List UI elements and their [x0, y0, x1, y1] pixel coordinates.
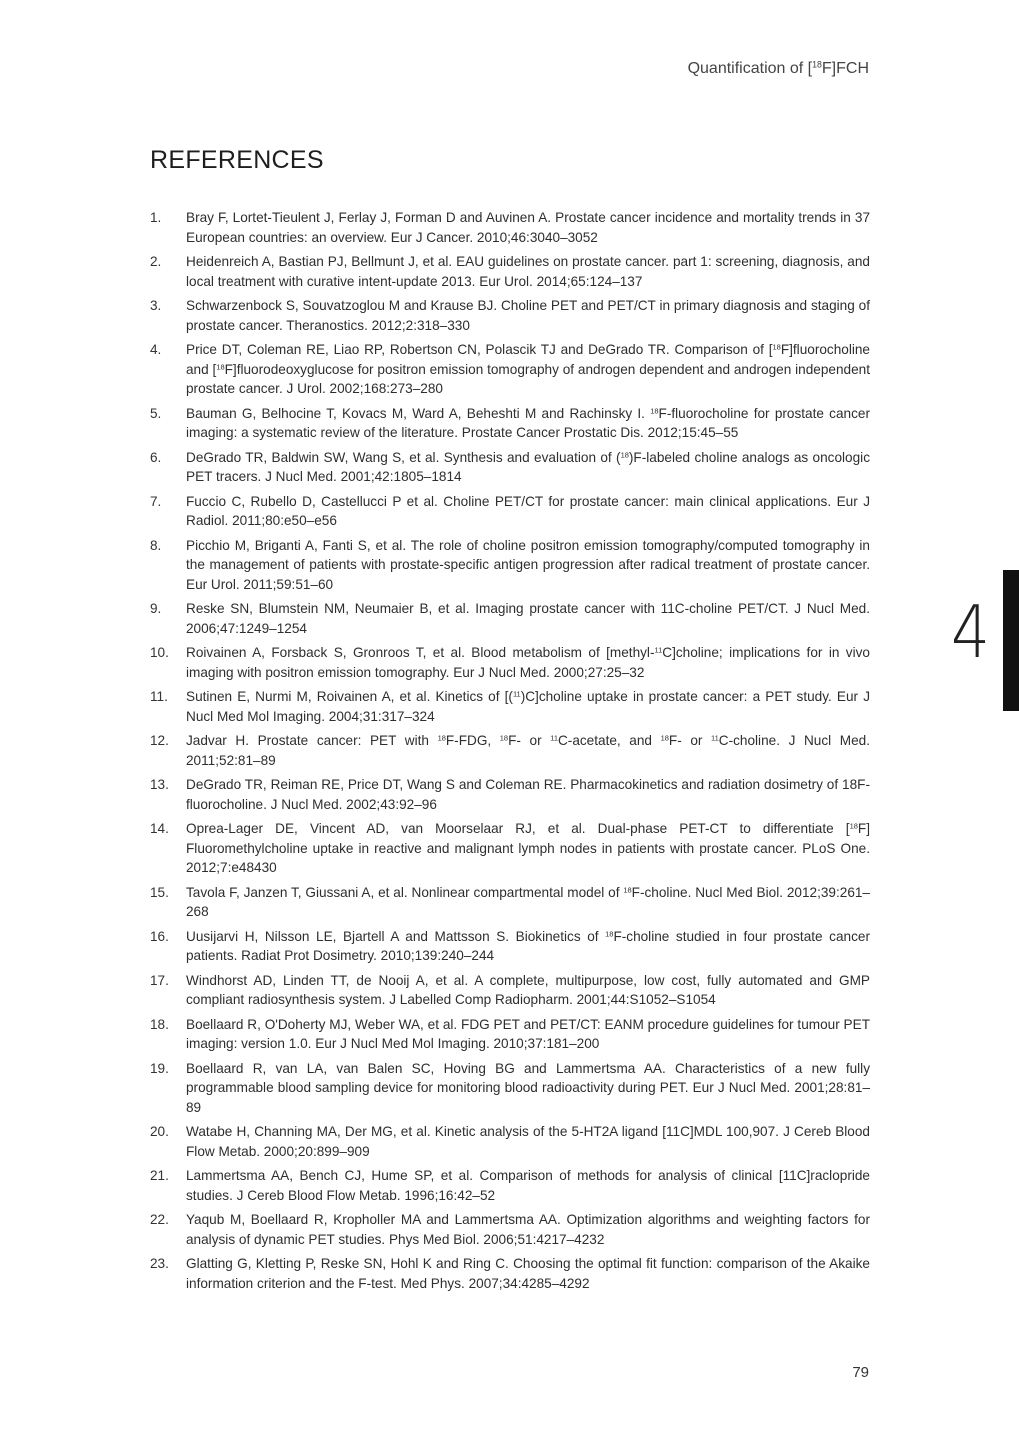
reference-text-segment: )C]choline uptake in prostate cancer: a PET study. Eur J Nucl Med Mol Imaging. 2004;31:317–324	[186, 689, 870, 724]
reference-text-segment: F]fluorocholine and [	[186, 342, 870, 377]
reference-item	[150, 687, 870, 726]
reference-item	[150, 1166, 870, 1205]
reference-number: 1.	[150, 210, 162, 225]
reference-item	[150, 536, 870, 595]
reference-number: 12.	[150, 733, 169, 748]
reference-text-segment: Price DT, Coleman RE, Liao RP, Robertson CN, Polascik TJ and DeGrado TR. Comparison of [	[186, 342, 773, 357]
reference-text-segment: DeGrado TR, Reiman RE, Price DT, Wang S and Coleman RE. Pharmacokinetics and radiation dosimetry of 18F-fluorocholine. J Nucl Med. 2002;43:92–96	[186, 777, 870, 812]
reference-text-segment: Jadvar H. Prostate cancer: PET with	[186, 733, 438, 748]
reference-superscript: 18	[650, 406, 659, 416]
reference-text-segment: Schwarzenbock S, Souvatzoglou M and Krause BJ. Choline PET and PET/CT in primary diagnosis and staging of prostate cancer. Theranostics. 2012;2:318–330	[186, 298, 870, 333]
reference-item	[150, 1210, 870, 1249]
reference-item	[150, 819, 870, 878]
reference-text	[186, 927, 870, 966]
reference-item	[150, 971, 870, 1010]
reference-text	[186, 599, 870, 638]
reference-number: 11.	[150, 689, 168, 704]
reference-superscript: 18	[605, 929, 614, 939]
running-header	[688, 60, 869, 78]
reference-number: 21.	[150, 1168, 169, 1183]
reference-text-segment: Uusijarvi H, Nilsson LE, Bjartell A and Mattsson S. Biokinetics of	[186, 928, 606, 944]
reference-number: 23.	[150, 1256, 169, 1271]
reference-text-segment: C]choline; implications for in vivo imaging with positron emission tomography. Eur J Nucl Med. 2000;27:25–32	[186, 645, 870, 680]
reference-item	[150, 404, 870, 443]
reference-number: 8.	[150, 537, 162, 553]
reference-text	[186, 1015, 870, 1054]
reference-text-segment: Roivainen A, Forsback S, Gronroos T, et al. Blood metabolism of [methyl-	[186, 645, 655, 660]
reference-text-segment: Oprea-Lager DE, Vincent AD, van Moorselaar RJ, et al. Dual-phase PET-CT to differentiate [	[186, 821, 850, 836]
reference-text-segment: Sutinen E, Nurmi M, Roivainen A, et al. Kinetics of [(	[186, 689, 513, 704]
reference-text	[186, 1122, 870, 1161]
reference-text	[186, 340, 870, 399]
reference-item	[150, 599, 870, 638]
running-header-text-post: F]FCH	[821, 60, 869, 77]
reference-text-segment: Windhorst AD, Linden TT, de Nooij A, et al. A complete, multipurpose, low cost, fully automated and GMP compliant radiosynthesis system. J Labelled Comp Radiopharm. 2001;44:S1052–S1054	[186, 972, 870, 1007]
section-title: REFERENCES	[150, 146, 324, 174]
reference-superscript: 18	[216, 362, 225, 372]
reference-number: 19.	[150, 1060, 169, 1076]
reference-text	[186, 252, 870, 291]
reference-text	[186, 1059, 870, 1118]
reference-number: 9.	[150, 601, 162, 616]
reference-number: 22.	[150, 1212, 169, 1227]
reference-text-segment: F-fluorocholine for prostate cancer imaging: a systematic review of the literature. Prostate Cancer Prostatic Dis. 2012;15:45–55	[186, 405, 870, 440]
reference-superscript: 18	[623, 885, 632, 895]
reference-text	[186, 404, 870, 443]
reference-list	[150, 208, 870, 1298]
reference-number: 3.	[150, 298, 162, 313]
reference-number: 15.	[150, 884, 169, 900]
reference-text-segment: F-choline. Nucl Med Biol. 2012;39:261–268	[186, 884, 870, 919]
reference-superscript: 11	[654, 645, 663, 655]
reference-superscript: 18	[620, 450, 629, 460]
reference-text	[186, 448, 870, 487]
page-number: 79	[852, 1364, 869, 1381]
reference-number: 6.	[150, 449, 162, 465]
reference-item	[150, 1015, 870, 1054]
reference-text-segment: F- or	[508, 733, 551, 748]
reference-text	[186, 1254, 870, 1293]
reference-text	[186, 208, 870, 247]
reference-text-segment: F- or	[668, 733, 712, 748]
reference-text	[186, 643, 870, 682]
reference-number: 5.	[150, 405, 162, 421]
reference-text-segment: C-choline. J Nucl Med. 2011;52:81–89	[186, 733, 870, 768]
running-header-text-pre: Quantification of [	[687, 60, 813, 77]
reference-number: 16.	[150, 928, 169, 944]
reference-number: 10.	[150, 645, 169, 660]
reference-text-segment: Heidenreich A, Bastian PJ, Bellmunt J, et al. EAU guidelines on prostate cancer. part 1: screening, diagnosis, and local treatment with curative intent-update 2013. Eur Urol. 2014;65:124–137	[186, 254, 870, 289]
reference-number: 20.	[150, 1124, 169, 1139]
reference-superscript: 18	[437, 733, 446, 743]
reference-superscript: 11	[550, 733, 558, 743]
running-header-superscript: 18	[812, 59, 822, 70]
reference-text	[186, 536, 870, 595]
reference-text-segment: Glatting G, Kletting P, Reske SN, Hohl K and Ring C. Choosing the optimal fit function: comparison of the Akaike information criterion and the F-test. Med Phys. 2007;34:4285–4292	[186, 1256, 870, 1291]
reference-text	[186, 819, 870, 878]
reference-text	[186, 1166, 870, 1205]
reference-item	[150, 340, 870, 399]
reference-item	[150, 883, 870, 922]
reference-item	[150, 1122, 870, 1161]
reference-text-segment: F-choline studied in four prostate cancer patients. Radiat Prot Dosimetry. 2010;139:240–244	[186, 928, 870, 963]
reference-text	[186, 731, 870, 770]
reference-text-segment: DeGrado TR, Baldwin SW, Wang S, et al. Synthesis and evaluation of (	[186, 449, 621, 465]
reference-item	[150, 643, 870, 682]
reference-number: 18.	[150, 1016, 169, 1032]
reference-text-segment: Bauman G, Belhocine T, Kovacs M, Ward A, Beheshti M and Rachinsky I.	[186, 405, 651, 421]
reference-text	[186, 492, 870, 531]
reference-number: 7.	[150, 493, 162, 509]
reference-superscript: 18	[772, 342, 781, 352]
reference-superscript: 18	[849, 821, 858, 831]
reference-text-segment: Picchio M, Briganti A, Fanti S, et al. The role of choline positron emission tomography/computed tomography in the management of patients with prostate-specific antigen progression after radical treatment of prostate cancer. Eur Urol. 2011;59:51–60	[186, 537, 870, 592]
reference-number: 13.	[150, 777, 169, 792]
reference-text-segment: Fuccio C, Rubello D, Castellucci P et al. Choline PET/CT for prostate cancer: main clinical applications. Eur J Radiol. 2011;80:e50–e56	[186, 493, 870, 528]
reference-text-segment: F]fluorodeoxyglucose for positron emission tomography of androgen dependent and androgen independent prostate cancer. J Urol. 2002;168:273–280	[186, 361, 870, 396]
reference-item	[150, 1059, 870, 1118]
reference-text-segment: F] Fluoromethylcholine uptake in reactive and malignant lymph nodes in patients with prostate cancer. PLoS One. 2012;7:e48430	[186, 821, 870, 875]
reference-text	[186, 296, 870, 335]
reference-superscript: 18	[499, 733, 509, 743]
reference-text-segment: )F-labeled choline analogs as oncologic PET tracers. J Nucl Med. 2001;42:1805–1814	[186, 449, 870, 484]
reference-text-segment: F-FDG,	[445, 733, 500, 748]
reference-item	[150, 1254, 870, 1293]
reference-text	[186, 775, 870, 814]
reference-text-segment: Boellaard R, van LA, van Balen SC, Hoving BG and Lammertsma AA. Characteristics of a new fully programmable blood sampling device for monitoring blood radioactivity during PET. Eur J Nucl Med. 2001;28:81–89	[186, 1060, 870, 1115]
reference-superscript: 11	[711, 733, 719, 743]
reference-item	[150, 492, 870, 531]
reference-text	[186, 687, 870, 726]
reference-item	[150, 775, 870, 814]
reference-text-segment: Bray F, Lortet-Tieulent J, Ferlay J, Forman D and Auvinen A. Prostate cancer incidence and mortality trends in 37 European countries: an overview. Eur J Cancer. 2010;46:3040–3052	[186, 210, 870, 245]
reference-text-segment: Lammertsma AA, Bench CJ, Hume SP, et al. Comparison of methods for analysis of clinical [11C]raclopride studies. J Cereb Blood Flow Metab. 1996;16:42–52	[186, 1168, 870, 1203]
reference-item	[150, 252, 870, 291]
reference-item	[150, 448, 870, 487]
reference-item	[150, 731, 870, 770]
reference-superscript: 18	[660, 733, 669, 743]
reference-text-segment: Tavola F, Janzen T, Giussani A, et al. Nonlinear compartmental model of	[186, 884, 624, 900]
reference-text	[186, 1210, 870, 1249]
reference-text-segment: Boellaard R, O'Doherty MJ, Weber WA, et al. FDG PET and PET/CT: EANM procedure guidelines for tumour PET imaging: version 1.0. Eur J Nucl Med Mol Imaging. 2010;37:181–200	[186, 1016, 870, 1051]
chapter-tab	[1003, 570, 1019, 711]
chapter-number: 4	[951, 590, 990, 674]
reference-superscript: 11	[512, 689, 521, 699]
reference-number: 17.	[150, 972, 169, 988]
reference-text-segment: Reske SN, Blumstein NM, Neumaier B, et al. Imaging prostate cancer with 11C-choline PET/CT. J Nucl Med. 2006;47:1249–1254	[186, 601, 870, 636]
reference-number: 4.	[150, 342, 162, 357]
reference-text	[186, 971, 870, 1010]
reference-item	[150, 208, 870, 247]
reference-item	[150, 296, 870, 335]
reference-text-segment: Watabe H, Channing MA, Der MG, et al. Kinetic analysis of the 5-HT2A ligand [11C]MDL 100,907. J Cereb Blood Flow Metab. 2000;20:899–909	[186, 1124, 870, 1159]
reference-text-segment: C-acetate, and	[557, 733, 661, 748]
reference-number: 2.	[150, 254, 162, 269]
reference-item	[150, 927, 870, 966]
reference-text-segment: Yaqub M, Boellaard R, Kropholler MA and Lammertsma AA. Optimization algorithms and weighting factors for analysis of dynamic PET studies. Phys Med Biol. 2006;51:4217–4232	[186, 1212, 870, 1247]
reference-text	[186, 883, 870, 922]
reference-number: 14.	[150, 821, 169, 836]
